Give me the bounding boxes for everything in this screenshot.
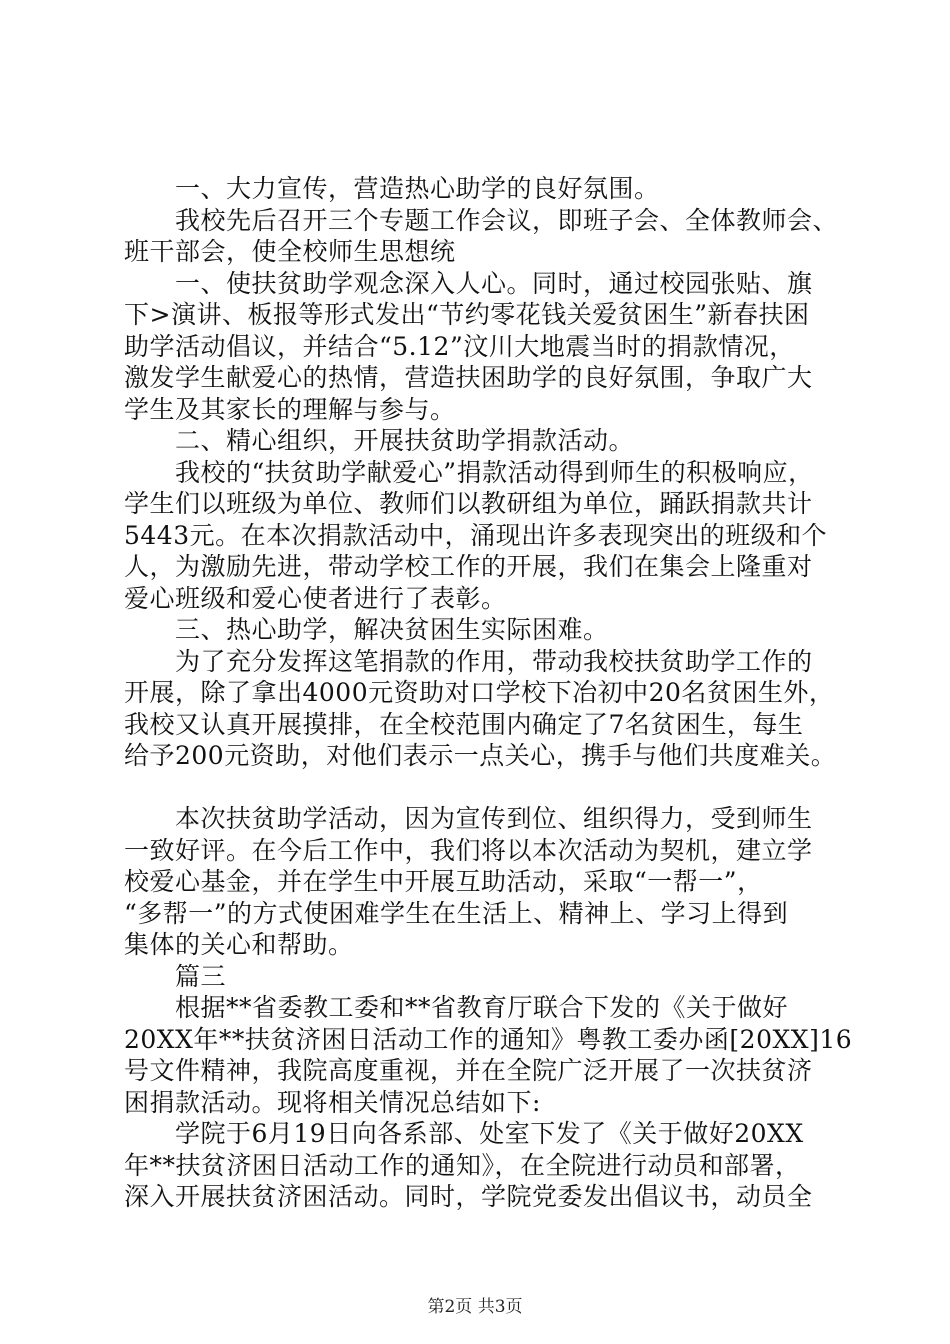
text-line: 二、精心组织，开展扶贫助学捐款活动。 xyxy=(124,426,635,455)
text-line: 学生及其家长的理解与参与。 xyxy=(124,394,456,424)
text-line: 为了充分发挥这笔捐款的作用，带动我校扶贫助学工作的 xyxy=(124,646,813,676)
text-line: “多帮一”的方式使困难学生在生活上、精神上、学习上得到 xyxy=(124,898,789,928)
text-line: 困捐款活动。现将相关情况总结如下: xyxy=(124,1087,541,1117)
page-number-footer: 第2页 共3页 xyxy=(427,1297,523,1317)
text-line: 助学活动倡议，并结合“5.12”汶川大地震当时的捐款情况， xyxy=(124,331,795,361)
text-line: 一、大力宣传，营造热心助学的良好氛围。 xyxy=(124,174,660,203)
text-line: 班干部会，使全校师生思想统 xyxy=(124,237,456,266)
text-line: 下>演讲、板报等形式发出“节约零花钱关爱贫困生”新春扶困 xyxy=(124,300,810,329)
text-line: 20XX年**扶贫济困日活动工作的通知》粤教工委办函[20XX]16 xyxy=(124,1024,853,1054)
text-line: 激发学生献爱心的热情，营造扶困助学的良好氛围，争取广大 xyxy=(124,363,813,392)
text-line: 校爱心基金，并在学生中开展互助活动，采取“一帮一”， xyxy=(124,867,763,896)
text-line: 学生们以班级为单位、教师们以教研组为单位，踊跃捐款共计 xyxy=(124,489,813,518)
text-line: 爱心班级和爱心使者进行了表彰。 xyxy=(124,583,507,613)
text-line: 深入开展扶贫济困活动。同时，学院党委发出倡议书，动员全 xyxy=(124,1182,813,1211)
section-heading: 篇三 xyxy=(124,961,227,991)
text-line: 本次扶贫助学活动，因为宣传到位、组织得力，受到师生 xyxy=(124,804,813,833)
text-line: 一致好评。在今后工作中，我们将以本次活动为契机，建立学 xyxy=(124,835,813,865)
text-line: 我校先后召开三个专题工作会议，即班子会、全体教师会、 xyxy=(124,205,839,235)
text-line: 给予200元资助，对他们表示一点关心，携手与他们共度难关。 xyxy=(124,741,837,770)
text-line: 学院于6月19日向各系部、处室下发了《关于做好20XX xyxy=(124,1119,804,1148)
text-line: 三、热心助学，解决贫困生实际困难。 xyxy=(124,615,609,644)
text-line: 我校的“扶贫助学献爱心”捐款活动得到师生的积极响应， xyxy=(124,457,814,487)
text-line: 5443元。在本次捐款活动中，涌现出许多表现突出的班级和个 xyxy=(124,520,828,550)
document-body xyxy=(124,173,853,1213)
text-line: 开展，除了拿出4000元资助对口学校下冶初中20名贫困生外， xyxy=(124,678,835,707)
text-line: 我校又认真开展摸排，在全校范围内确定了7名贫困生，每生 xyxy=(124,709,804,739)
text-line: 根据**省委教工委和**省教育厅联合下发的《关于做好 xyxy=(124,993,789,1022)
blank-line xyxy=(124,772,836,804)
text-line: 人，为激励先进，带动学校工作的开展，我们在集会上隆重对 xyxy=(124,552,813,581)
text-line: 一、使扶贫助学观念深入人心。同时，通过校园张贴、旗 xyxy=(124,268,813,298)
text-line: 集体的关心和帮助。 xyxy=(124,930,354,959)
text-line: 号文件精神，我院高度重视，并在全院广泛开展了一次扶贫济 xyxy=(124,1056,813,1085)
text-line: 年**扶贫济困日活动工作的通知》，在全院进行动员和部署， xyxy=(124,1150,801,1180)
